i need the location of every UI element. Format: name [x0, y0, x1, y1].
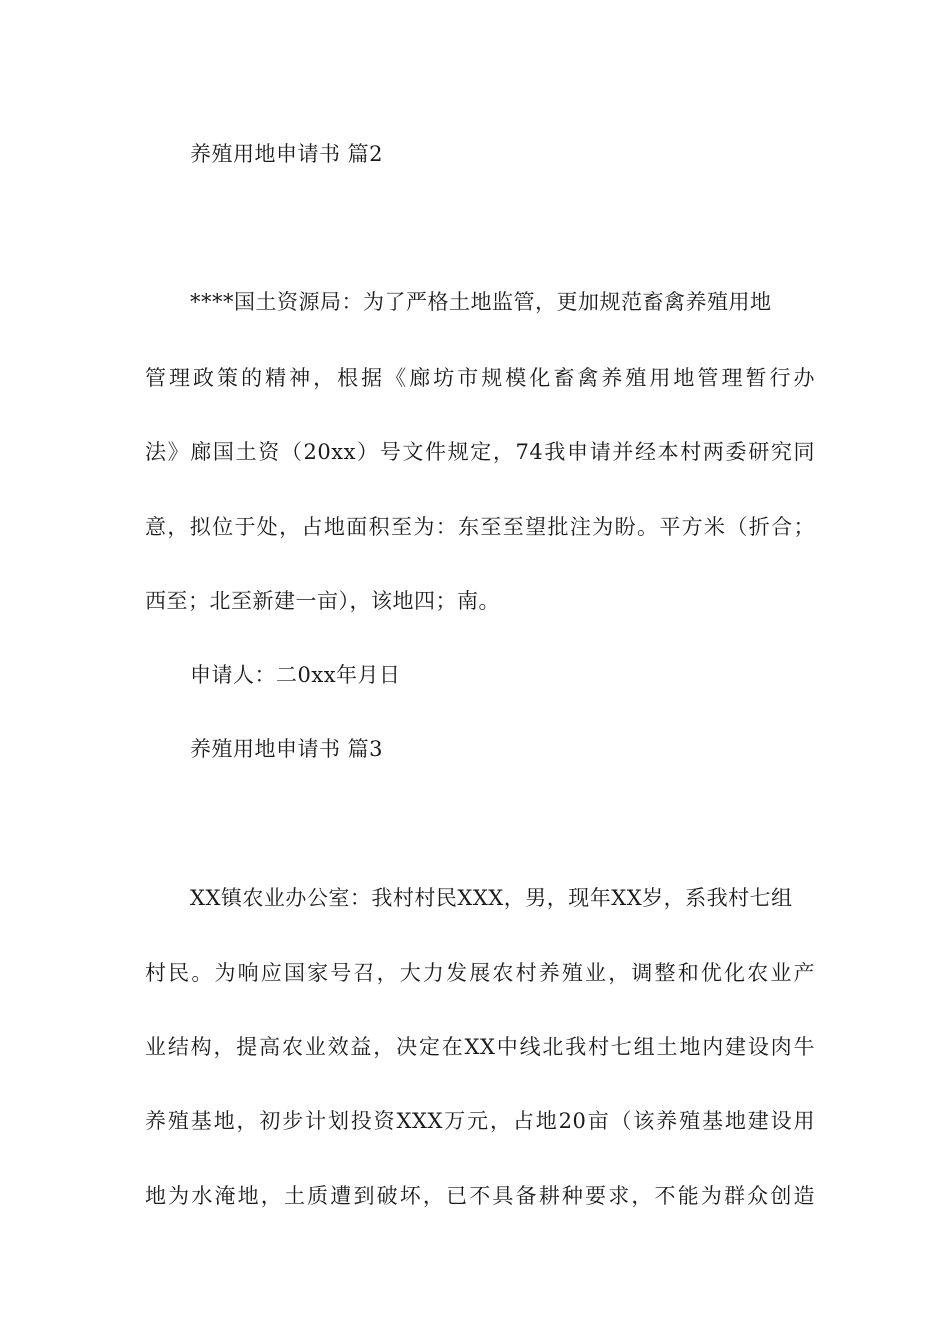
section-3-paragraph-line: 养殖基地，初步计划投资XXX万元，占地20亩（该养殖基地建设用 — [145, 1109, 815, 1133]
section-2-heading: 养殖用地申请书 篇2 — [190, 142, 384, 166]
section-2-paragraph-line: 西至；北至新建一亩），该地四；南。 — [145, 589, 500, 613]
section-2-paragraph-line: 法》廊国土资（20xx）号文件规定，74我申请并经本村两委研究同 — [145, 440, 815, 464]
section-2-paragraph-line: ****国土资源局：为了严格土地监管，更加规范畜禽养殖用地 — [190, 290, 772, 314]
section-3-paragraph-line: 村民。为响应国家号召，大力发展农村养殖业，调整和优化农业产 — [145, 961, 815, 985]
section-3-paragraph-line: 业结构，提高农业效益，决定在XX中线北我村七组土地内建设肉牛 — [145, 1035, 815, 1059]
section-3-paragraph-line: 地为水淹地，土质遭到破坏，已不具备耕种要求，不能为群众创造 — [145, 1184, 815, 1208]
section-2-signature: 申请人：二0xx年月日 — [190, 663, 401, 687]
section-3-paragraph-line: XX镇农业办公室：我村村民XXX，男，现年XX岁，系我村七组 — [190, 886, 793, 910]
section-2-paragraph-line: 意，拟位于处，占地面积至为：东至至望批注为盼。平方米（折合； — [145, 515, 815, 539]
section-2-paragraph-line: 管理政策的精神，根据《廊坊市规模化畜禽养殖用地管理暂行办 — [145, 366, 815, 390]
section-3-heading: 养殖用地申请书 篇3 — [190, 737, 384, 761]
